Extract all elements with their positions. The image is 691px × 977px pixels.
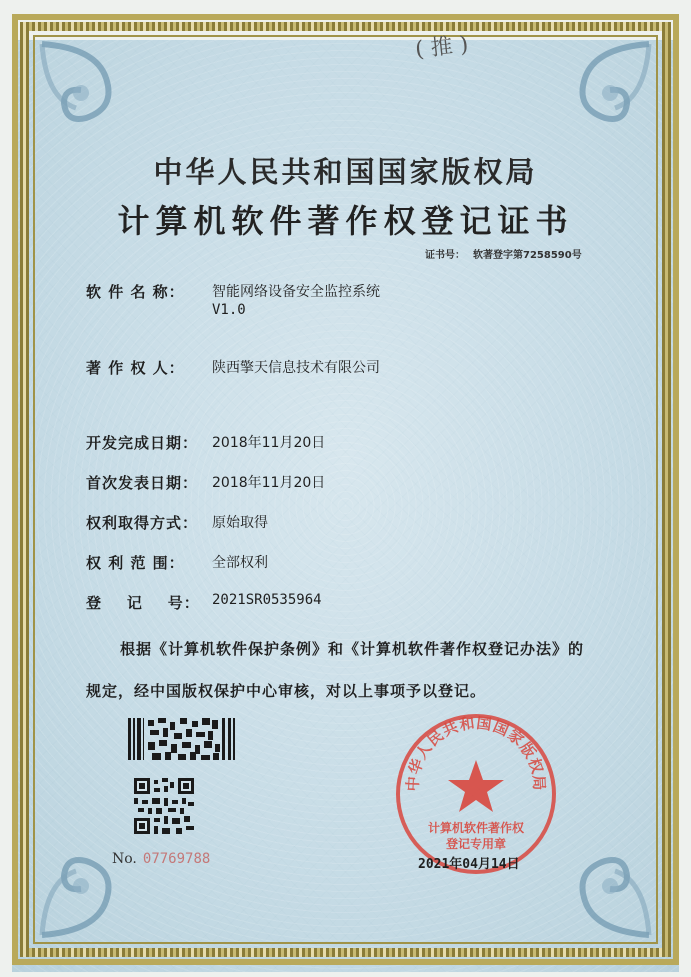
field-value: 全部权利 xyxy=(212,555,268,571)
certificate-number xyxy=(425,246,582,261)
field-label: 首次发表日期： xyxy=(86,474,199,492)
field-scope xyxy=(86,552,268,573)
serial-value: 07769788 xyxy=(142,851,211,867)
authority-title: 中华人民共和国国家版权局 xyxy=(153,155,538,189)
certificate-number-label: 证书号： xyxy=(425,250,465,261)
field-label: 登 记 号： xyxy=(86,594,200,612)
star-icon xyxy=(448,760,504,812)
serial-label: No. xyxy=(112,851,137,867)
field-first-published xyxy=(86,472,325,493)
statement-line-1: 根据《计算机软件保护条例》和《计算机软件著作权登记办法》的 xyxy=(120,640,585,658)
corner-ornament-icon xyxy=(36,38,156,148)
field-acquisition xyxy=(86,512,268,533)
field-label: 权利取得方式： xyxy=(86,514,199,532)
statement-line-2: 规定，经中国版权保护中心审核，对以上事项予以登记。 xyxy=(86,682,487,700)
official-seal xyxy=(394,712,558,876)
field-value: 2018年11月20日 xyxy=(212,475,326,491)
corner-ornament-icon xyxy=(36,831,156,941)
seal-center-line-1: 计算机软件著作权 xyxy=(427,821,525,835)
field-value: 原始取得 xyxy=(212,515,268,531)
field-value: 2018年11月20日 xyxy=(212,435,326,451)
field-value: 陕西擎天信息技术有限公司 xyxy=(212,360,380,376)
field-label: 著 作 权 人： xyxy=(86,359,185,377)
serial-number xyxy=(112,851,210,867)
field-copyright-owner xyxy=(86,357,380,378)
certificate-title: 计算机软件著作权登记证书 xyxy=(117,202,574,240)
software-version: V1.0 xyxy=(212,302,246,318)
qr-code-icon xyxy=(134,778,194,834)
seal-center-line-2: 登记专用章 xyxy=(445,837,507,851)
handwritten-note: ( 推 ) xyxy=(414,32,470,63)
field-label: 软 件 名 称： xyxy=(86,283,185,301)
seal-ring-text: 中华人民共和国国家版权局 xyxy=(403,713,549,792)
barcode-icon xyxy=(128,718,238,760)
field-software-name xyxy=(86,281,380,302)
field-registration-no xyxy=(86,592,322,613)
issue-date: 2021年04月14日 xyxy=(418,857,520,872)
field-value: 2021SR0535964 xyxy=(212,592,322,608)
field-value: 智能网络设备安全监控系统 xyxy=(212,284,380,300)
certificate-number-value: 软著登字第7258590号 xyxy=(473,250,582,261)
corner-ornament-icon xyxy=(535,38,655,148)
field-label: 开发完成日期： xyxy=(86,434,199,452)
field-dev-completed xyxy=(86,432,325,453)
field-label: 权 利 范 围： xyxy=(86,554,185,572)
